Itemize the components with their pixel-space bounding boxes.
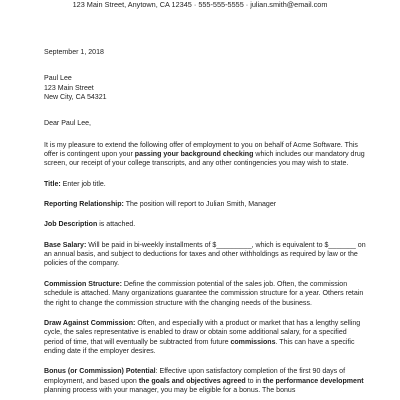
recipient-name: Paul Lee	[44, 75, 72, 83]
bonus-paragraph	[44, 367, 366, 395]
letterhead-contact-line: 123 Main Street, Anytown, CA 12345 · 555-555-5555 · julian.smith@email.com	[72, 0, 328, 9]
commission-structure-label: Commission Structure:	[44, 280, 122, 288]
intro-text-end: which includes our mandatory drug screen, our receipt of your college transcripts, and any other contingencies you may wish to state.	[44, 151, 365, 168]
draw-paragraph	[44, 319, 366, 356]
draw-text-end: . This can have a specific ending date if the employer desires.	[44, 338, 355, 355]
title-paragraph	[44, 180, 366, 189]
commission-structure-paragraph	[44, 280, 366, 308]
draw-bold: commissions	[230, 338, 276, 346]
reporting-paragraph	[44, 200, 366, 209]
title-label: Title:	[44, 180, 61, 188]
intro-bold: passing your background checking	[134, 151, 254, 159]
bonus-bold-goals: the goals and objectives agreed	[138, 377, 246, 385]
job-description-label: Job Description	[44, 221, 98, 229]
base-salary-paragraph	[44, 241, 366, 269]
recipient-street: 123 Main Street	[44, 84, 94, 92]
base-salary-label: Base Salary:	[44, 241, 87, 249]
draw-label: Draw Against Commission:	[44, 319, 136, 327]
bonus-text-2: to in	[245, 377, 263, 385]
commission-structure-text: Define the commission potential of the sales job. Often, the commission schedule is attached. Many organizations guarantee the commission structure for a year. Others retain the right to change the commission structure with the changing needs of the business.	[44, 280, 364, 307]
base-salary-text: Will be paid in bi-weekly installments of $_________, which is equivalent to $_______ on an annual basis, and subject to deductions for taxes and other withholdings as required by law or the policies of the company.	[44, 241, 366, 268]
intro-text: It is my pleasure to extend the following offer of employment to you on behalf of Acme Software. This offer is contingent upon your	[44, 141, 358, 159]
job-description-text: is attached.	[97, 221, 136, 229]
letter-body	[44, 48, 366, 395]
bonus-bold-performance: the performance development	[262, 377, 364, 385]
intro-paragraph	[44, 141, 366, 169]
draw-text: Often, and especially with a product or market that has a lengthy selling cycle, the sales representative is enabled to draw or obtain some additional salary, for a specified period of time, that will eventually be subtracted from future	[44, 319, 361, 346]
bonus-label: Bonus (or Commission) Potential	[44, 368, 156, 376]
bonus-text-3: planning process with your manager, you may be eligible for a bonus. The bonus	[44, 386, 296, 394]
reporting-label: Reporting Relationship:	[44, 201, 124, 209]
salutation: Dear Paul Lee,	[44, 120, 92, 128]
letter-date: September 1, 2018	[44, 49, 104, 56]
reporting-text: The position will report to Julian Smith, Manager	[123, 201, 277, 209]
title-text: Enter job title.	[60, 180, 106, 188]
job-description-paragraph	[44, 220, 366, 229]
bonus-text: : Effective upon satisfactory completion of the first 90 days of employment, and based upon	[44, 368, 346, 385]
recipient-city: New City, CA 54321	[44, 94, 107, 102]
